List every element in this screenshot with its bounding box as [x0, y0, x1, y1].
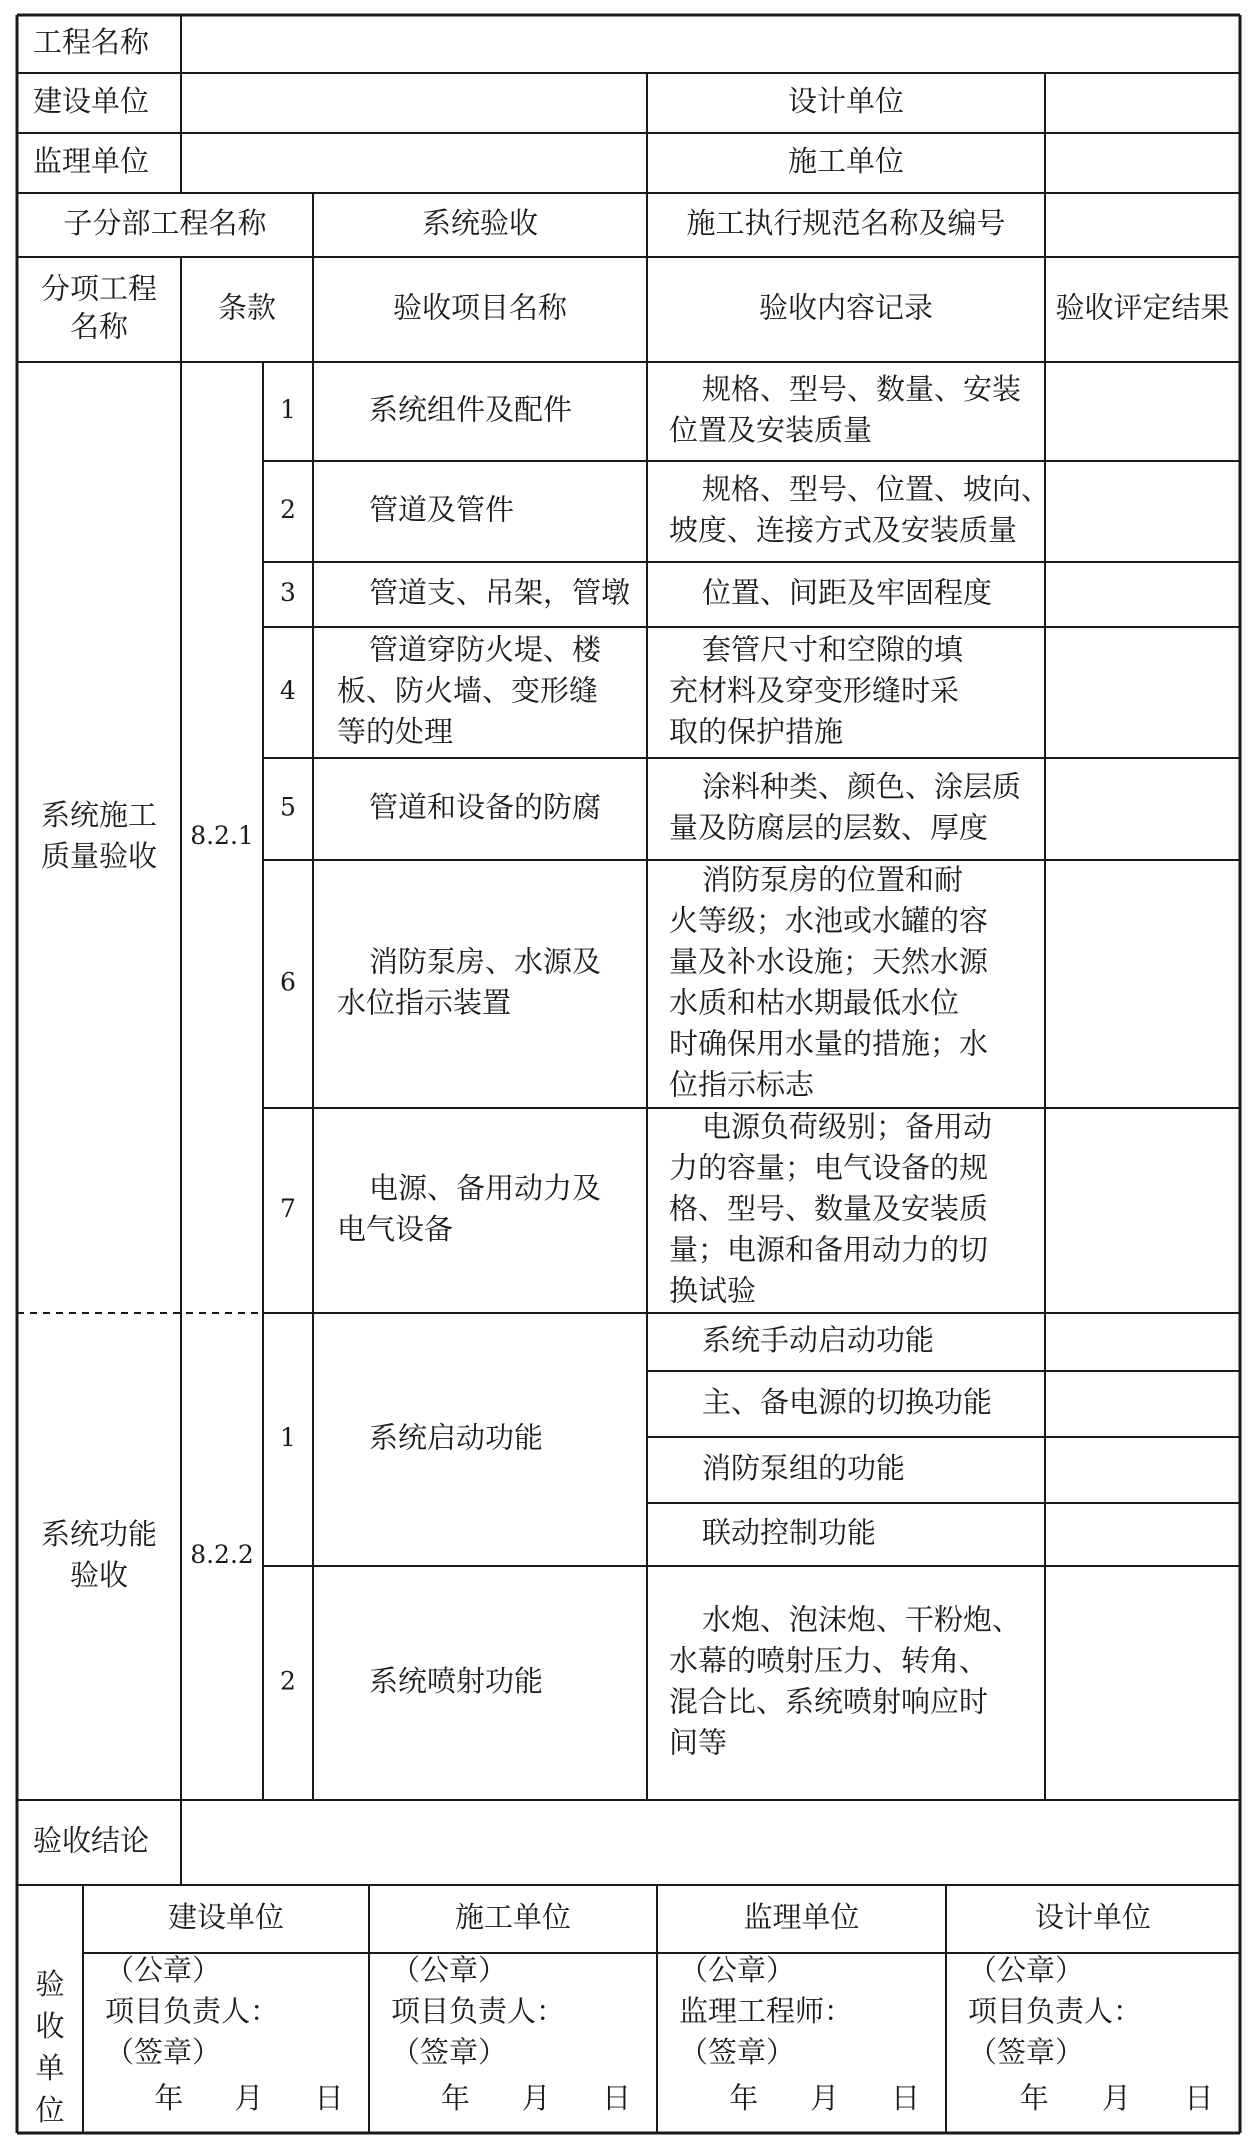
content-record-text: 水幕的喷射压力、转角、 [669, 1643, 989, 1678]
inspect-item-name: 系统启动功能 [369, 1420, 544, 1455]
content-record-text: 时确保用水量的措施；水 [669, 1026, 989, 1061]
signoff-unit-name: 建设单位 [167, 1900, 285, 1934]
row-number: 1 [280, 395, 296, 424]
content-record-text: 位置、间距及牢固程度 [702, 575, 993, 610]
inspect-item-name: 等的处理 [337, 714, 454, 749]
content-record-text: 涂料种类、颜色、涂层质 [702, 769, 1022, 804]
signoff-seal: （公章） [391, 1953, 508, 1987]
content-record-text: 规格、型号、数量、安装 [702, 372, 1022, 406]
section-name: 系统施工 [40, 798, 158, 832]
row-number: 2 [280, 1666, 296, 1696]
signoff-seal: （公章） [105, 1953, 222, 1987]
signoff-date-day: 日 [891, 2081, 921, 2115]
signoff-date-month: 月 [1102, 2081, 1132, 2115]
section-clause: 8.2.2 [190, 1540, 254, 1569]
signoff-date-year: 年 [729, 2081, 759, 2115]
signoff-label-char: 收 [35, 2009, 65, 2043]
conclusion-label: 验收结论 [33, 1823, 150, 1858]
table-text [33, 25, 1230, 2127]
signoff-date-month: 月 [234, 2081, 264, 2115]
signoff-sign: （签章） [391, 2035, 508, 2069]
builder-unit-label: 施工单位 [787, 144, 905, 178]
content-record-text: 格、型号、数量及安装质 [669, 1191, 989, 1226]
signoff-date-year: 年 [1019, 2081, 1049, 2115]
signoff-date-day: 日 [602, 2081, 632, 2115]
row-number: 2 [280, 495, 296, 524]
content-record-text: 换试验 [669, 1273, 757, 1308]
row-number: 6 [280, 967, 296, 997]
section-name: 质量验收 [40, 839, 158, 873]
signoff-seal: （公章） [679, 1953, 796, 1987]
content-record-text: 电源负荷级别；备用动 [702, 1109, 993, 1144]
column-header-content-record: 验收内容记录 [758, 290, 934, 325]
content-record-item: 系统手动启动功能 [702, 1323, 935, 1357]
signoff-date-day: 日 [314, 2081, 344, 2115]
content-record-text: 充材料及穿变形缝时采 [669, 673, 960, 708]
inspect-item-name: 水位指示装置 [337, 985, 512, 1020]
signoff-person: 项目负责人： [105, 1994, 280, 2028]
content-record-text: 位置及安装质量 [669, 413, 873, 447]
inspect-item-name: 电源、备用动力及 [369, 1171, 602, 1205]
signoff-label-char: 验 [35, 1967, 65, 2001]
inspect-item-name: 电气设备 [337, 1212, 454, 1246]
row-number: 5 [280, 792, 296, 822]
content-record-text: 力的容量；电气设备的规 [669, 1150, 989, 1185]
sub-division-value: 系统验收 [421, 206, 539, 240]
signoff-unit-name: 设计单位 [1034, 1900, 1152, 1934]
content-record-item: 联动控制功能 [702, 1515, 877, 1550]
content-record-text: 位指示标志 [669, 1067, 815, 1102]
content-record-text: 量及补水设施；天然水源 [669, 944, 989, 979]
inspect-item-name: 管道支、吊架，管墩 [369, 575, 631, 610]
content-record-text: 套管尺寸和空隙的填 [702, 632, 964, 667]
content-record-text: 取的保护措施 [669, 714, 844, 749]
table-grid [17, 15, 1240, 2133]
content-record-text: 水炮、泡沫炮、干粉炮、 [702, 1602, 1022, 1637]
signoff-date-year: 年 [154, 2081, 184, 2115]
inspect-item-name: 管道和设备的防腐 [369, 790, 602, 824]
signoff-date-month: 月 [810, 2081, 840, 2115]
construction-unit-label: 建设单位 [33, 84, 150, 118]
inspect-item-name: 系统组件及配件 [369, 392, 573, 427]
signoff-date-month: 月 [521, 2081, 551, 2115]
project-name-label: 工程名称 [33, 25, 150, 59]
standard-label: 施工执行规范名称及编号 [686, 206, 1006, 240]
section-name: 验收 [69, 1558, 129, 1592]
content-record-item: 主、备电源的切换功能 [702, 1385, 993, 1419]
content-record-text: 消防泵房的位置和耐 [702, 862, 964, 897]
inspect-item-name: 管道及管件 [369, 492, 515, 527]
sub-division-label: 子分部工程名称 [63, 206, 267, 240]
signoff-person: 项目负责人： [391, 1994, 566, 2028]
column-header-result: 验收评定结果 [1055, 290, 1230, 325]
supervision-unit-label: 监理单位 [33, 144, 150, 178]
section-clause: 8.2.1 [190, 821, 254, 850]
inspect-item-name: 消防泵房、水源及 [369, 944, 602, 979]
signoff-person: 项目负责人： [968, 1994, 1143, 2028]
section-name: 系统功能 [40, 1517, 158, 1551]
content-record-text: 坡度、连接方式及安装质量 [669, 513, 1018, 547]
row-number: 7 [280, 1194, 296, 1223]
content-record-text: 混合比、系统喷射响应时 [669, 1684, 989, 1719]
signoff-seal: （公章） [968, 1953, 1085, 1987]
content-record-text: 规格、型号、位置、坡向、 [702, 472, 1051, 506]
signoff-sign: （签章） [105, 2035, 222, 2069]
content-record-text: 火等级；水池或水罐的容 [669, 903, 989, 938]
column-header-item: 分项工程 [40, 271, 158, 306]
row-number: 1 [280, 1423, 296, 1452]
content-record-text: 水质和枯水期最低水位 [669, 985, 960, 1020]
content-record-item: 消防泵组的功能 [702, 1451, 906, 1485]
signoff-label-char: 单 [35, 2051, 65, 2085]
content-record-text: 量；电源和备用动力的切 [669, 1232, 989, 1267]
signoff-sign: （签章） [968, 2035, 1085, 2069]
content-record-text: 间等 [669, 1725, 728, 1760]
signoff-sign: （签章） [679, 2035, 796, 2069]
signoff-date-year: 年 [440, 2081, 470, 2115]
signoff-unit-name: 施工单位 [454, 1900, 572, 1934]
row-number: 4 [280, 676, 296, 705]
signoff-date-day: 日 [1184, 2081, 1214, 2115]
signoff-person: 监理工程师： [679, 1994, 854, 2028]
row-number: 3 [280, 578, 296, 607]
inspect-item-name: 系统喷射功能 [369, 1664, 544, 1698]
column-header-inspect-name: 验收项目名称 [392, 290, 568, 325]
content-record-text: 量及防腐层的层数、厚度 [669, 810, 989, 845]
signoff-label-char: 位 [35, 2093, 65, 2127]
inspect-item-name: 板、防火墙、变形缝 [337, 673, 599, 708]
column-header-item: 名称 [69, 309, 129, 344]
inspect-item-name: 管道穿防火堤、楼 [369, 632, 602, 667]
design-unit-label: 设计单位 [787, 84, 905, 118]
signoff-unit-name: 监理单位 [743, 1900, 860, 1934]
column-header-clause: 条款 [217, 290, 277, 325]
